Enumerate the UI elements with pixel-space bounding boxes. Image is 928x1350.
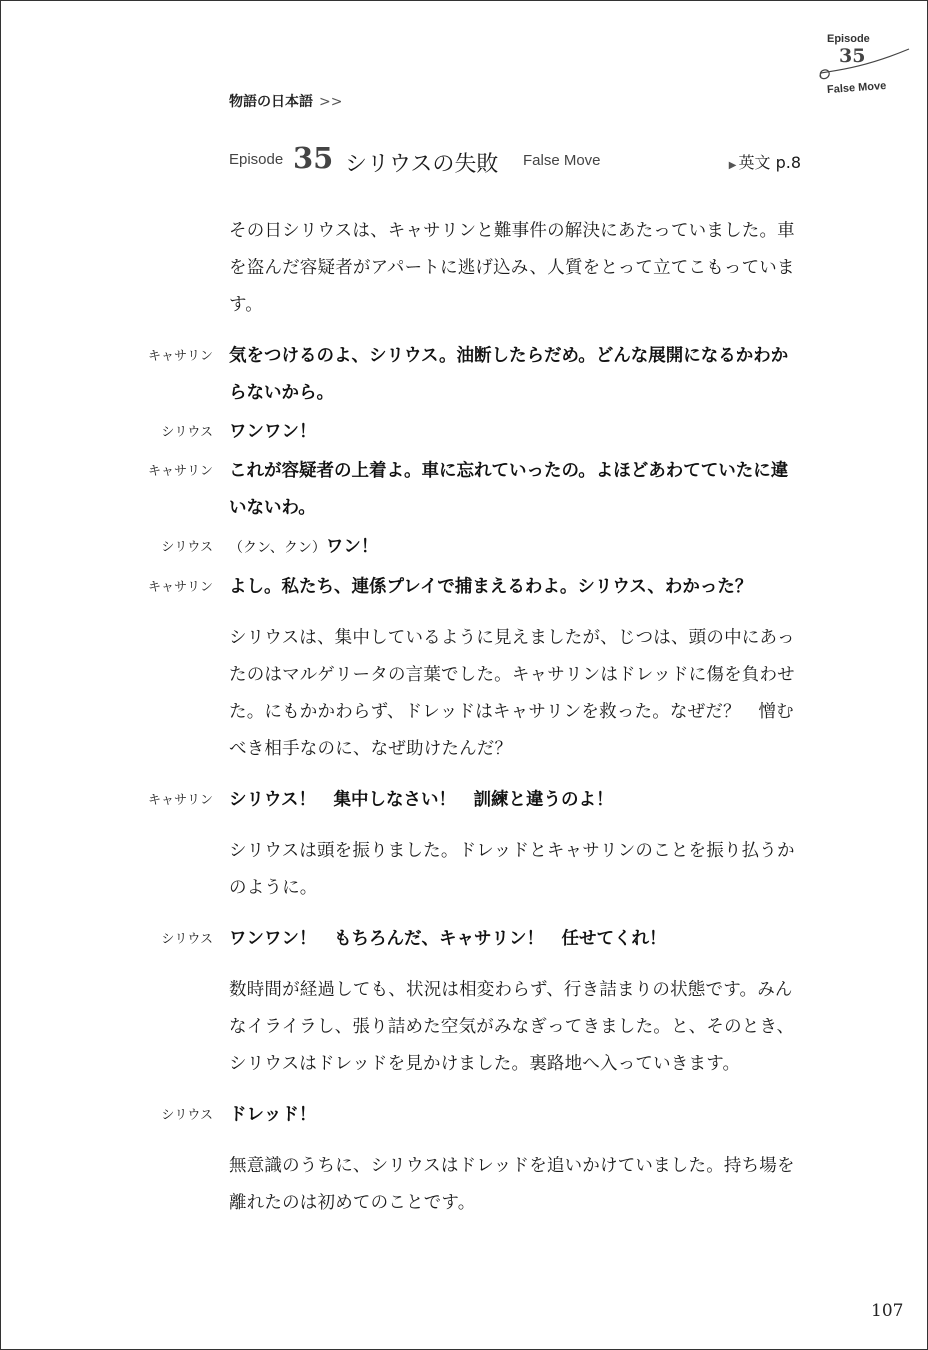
- heading-episode-number: 35: [293, 141, 334, 175]
- speaker-name: キャサリン: [147, 793, 213, 808]
- speaker-name: キャサリン: [147, 580, 213, 595]
- episode-corner-badge: [791, 31, 911, 111]
- breadcrumb-label: 物語の日本語: [229, 94, 313, 110]
- dialogue-line: [161, 921, 801, 958]
- reference-label: 英文 p.8: [738, 153, 801, 172]
- speaker-name: シリウス: [161, 932, 213, 947]
- narration-paragraph: 数時間が経過しても、状況は相変わらず、行き詰まりの状態です。みんなイライラし、張り詰めた空気がみなぎってきました。と、そのとき、シリウスはドレッドを見かけました。裏路地へ入っていきます。: [229, 980, 795, 1074]
- english-text-reference: [729, 150, 801, 173]
- speaker-name: シリウス: [161, 425, 213, 440]
- badge-episode-title: False Move: [826, 79, 887, 97]
- dialogue-line: [147, 453, 801, 527]
- speaker-name: キャサリン: [147, 464, 213, 479]
- dialogue-text: ワンワン！: [229, 422, 317, 442]
- narration-paragraph: 無意識のうちに、シリウスはドレッドを追いかけていました。持ち場を離れたのは初めてのことです。: [229, 1156, 795, 1213]
- speaker-name: キャサリン: [147, 349, 213, 364]
- narration-paragraph: シリウスは頭を振りました。ドレッドとキャサリンのことを振り払うかのように。: [229, 841, 795, 898]
- triangle-right-icon: ▶: [728, 160, 737, 171]
- dialogue-text: 気をつけるのよ、シリウス。油断したらだめ。どんな展開になるかわからないから。: [229, 346, 789, 403]
- dialogue-text: ワンワン！ もちろんだ、キャサリン！ 任せてくれ！: [229, 929, 667, 949]
- page-number: 107: [871, 1301, 904, 1321]
- breadcrumb: [229, 91, 342, 111]
- episode-heading: [229, 139, 801, 183]
- story-body: [147, 213, 801, 1236]
- narration-paragraph: その日シリウスは、キャサリンと難事件の解決にあたっていました。車を盗んだ容疑者がアパートに逃げ込み、人質をとって立てこもっています。: [229, 221, 795, 315]
- dialogue-line: [161, 414, 801, 451]
- dialogue-words: ワン！: [325, 537, 379, 557]
- speaker-name: シリウス: [161, 540, 213, 555]
- heading-episode-word: Episode: [229, 151, 284, 168]
- dialogue-line: [147, 569, 801, 606]
- speaker-name: シリウス: [161, 1108, 213, 1123]
- heading-title-ja: シリウスの失敗: [345, 152, 499, 177]
- breadcrumb-arrows: >>: [319, 94, 343, 110]
- dialogue-text: よし。私たち、連係プレイで捕まえるわよ。シリウス、わかった？: [229, 577, 753, 597]
- badge-episode-word: Episode: [827, 33, 870, 45]
- badge-episode-number: 35: [839, 45, 866, 67]
- dialogue-line: [161, 1097, 801, 1134]
- narration-paragraph: シリウスは、集中しているように見えましたが、じつは、頭の中にあったのはマルゲリータの言葉でした。キャサリンはドレッドに傷を負わせた。にもかかわらず、ドレッドはキャサリンを救った。なぜだ？ 憎むべき相手なのに、なぜ助けたんだ？: [229, 628, 795, 759]
- dialogue-text: ドレッド！: [229, 1105, 317, 1125]
- dialogue-text: シリウス！ 集中しなさい！ 訓練と違うのよ！: [229, 790, 614, 810]
- dialogue-line: [147, 782, 801, 819]
- heading-title-en: False Move: [523, 152, 601, 169]
- dialogue-text: [229, 529, 801, 567]
- dialogue-line: [161, 529, 801, 567]
- dialogue-aside: （クン、クン）: [229, 540, 326, 556]
- dialogue-text: これが容疑者の上着よ。車に忘れていったの。よほどあわてていたに違いないわ。: [229, 461, 789, 518]
- dialogue-line: [147, 338, 801, 412]
